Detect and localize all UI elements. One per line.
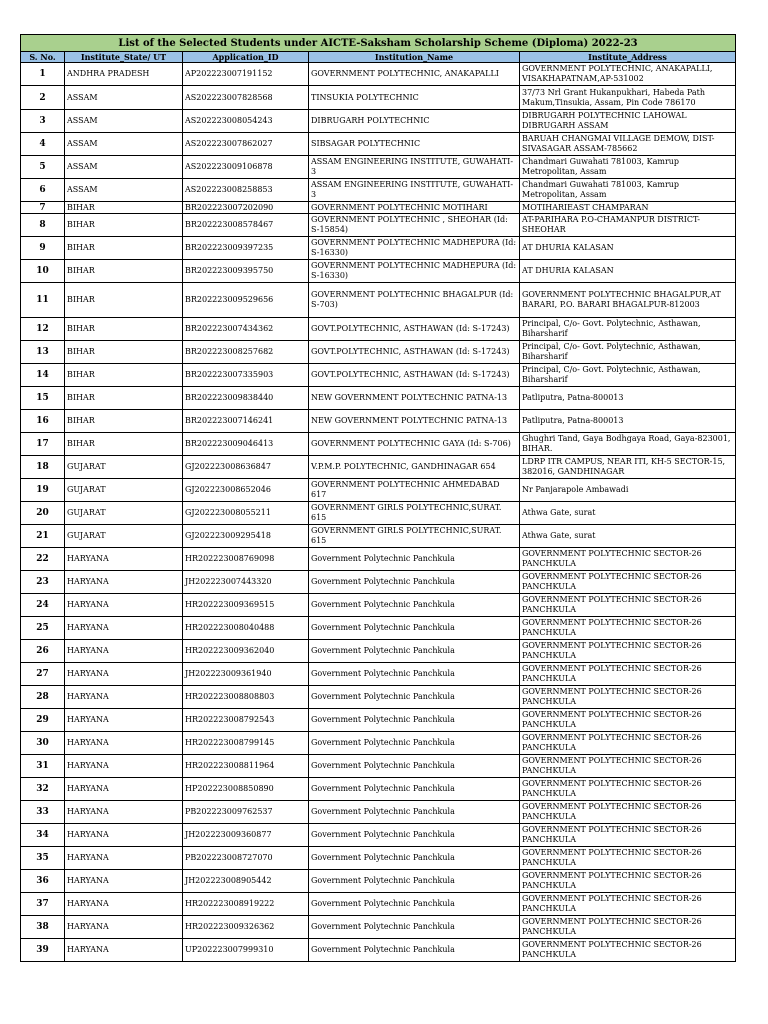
cell-sno: 10	[21, 260, 65, 283]
cell-institution-name: GOVERNMENT POLYTECHNIC MADHEPURA (Id: S-16330)	[309, 237, 520, 260]
cell-state: BIHAR	[65, 202, 183, 214]
cell-institute-address: GOVERNMENT POLYTECHNIC SECTOR-26 PANCHKULA	[520, 939, 736, 962]
cell-institution-name: Government Polytechnic Panchkula	[309, 893, 520, 916]
table-row	[21, 364, 736, 387]
cell-application-id: BR202223007146241	[183, 410, 309, 433]
cell-institute-address: GOVERNMENT POLYTECHNIC BHAGALPUR,AT BARARI, P.O. BARARI BHAGALPUR-812003	[520, 283, 736, 318]
cell-institute-address: Principal, C/o- Govt. Polytechnic, Asthawan, Biharsharif	[520, 341, 736, 364]
cell-sno: 6	[21, 179, 65, 202]
cell-sno: 38	[21, 916, 65, 939]
cell-application-id: BR202223009529656	[183, 283, 309, 318]
cell-application-id: PB202223009762537	[183, 801, 309, 824]
cell-application-id: HR202223009369515	[183, 594, 309, 617]
cell-institution-name: GOVERNMENT POLYTECHNIC, ANAKAPALLI	[309, 63, 520, 86]
cell-institute-address: GOVERNMENT POLYTECHNIC SECTOR-26 PANCHKULA	[520, 548, 736, 571]
cell-state: HARYANA	[65, 755, 183, 778]
table-title: List of the Selected Students under AICTE-Saksham Scholarship Scheme (Diploma) 2022-23	[21, 35, 736, 52]
cell-application-id: HP202223008850890	[183, 778, 309, 801]
cell-institute-address: Patliputra, Patna-800013	[520, 387, 736, 410]
cell-application-id: JH202223007443320	[183, 571, 309, 594]
column-header-institute-address: Institute_Address	[520, 52, 736, 63]
cell-state: BIHAR	[65, 318, 183, 341]
table-row	[21, 870, 736, 893]
cell-institute-address: DIBRUGARH POLYTECHNIC LAHOWAL DIBRUGARH ASSAM	[520, 110, 736, 133]
table-row	[21, 525, 736, 548]
cell-sno: 18	[21, 456, 65, 479]
cell-institute-address: Ghughri Tand, Gaya Bodhgaya Road, Gaya-823001, BIHAR.	[520, 433, 736, 456]
cell-state: HARYANA	[65, 594, 183, 617]
cell-state: HARYANA	[65, 571, 183, 594]
cell-institute-address: GOVERNMENT POLYTECHNIC SECTOR-26 PANCHKULA	[520, 732, 736, 755]
cell-state: HARYANA	[65, 847, 183, 870]
cell-institute-address: GOVERNMENT POLYTECHNIC SECTOR-26 PANCHKULA	[520, 709, 736, 732]
table-row	[21, 571, 736, 594]
cell-application-id: BR202223007434362	[183, 318, 309, 341]
cell-institution-name: Government Polytechnic Panchkula	[309, 847, 520, 870]
cell-state: HARYANA	[65, 640, 183, 663]
cell-sno: 2	[21, 86, 65, 110]
cell-institute-address: AT DHURIA KALASAN	[520, 237, 736, 260]
cell-institute-address: MOTIHARIEAST CHAMPARAN	[520, 202, 736, 214]
cell-application-id: JH202223009361940	[183, 663, 309, 686]
cell-sno: 12	[21, 318, 65, 341]
cell-sno: 7	[21, 202, 65, 214]
table-row	[21, 824, 736, 847]
cell-institute-address: GOVERNMENT POLYTECHNIC SECTOR-26 PANCHKULA	[520, 571, 736, 594]
cell-sno: 30	[21, 732, 65, 755]
cell-state: GUJARAT	[65, 502, 183, 525]
cell-sno: 20	[21, 502, 65, 525]
cell-application-id: HR202223008792543	[183, 709, 309, 732]
cell-institute-address: GOVERNMENT POLYTECHNIC SECTOR-26 PANCHKULA	[520, 824, 736, 847]
cell-sno: 16	[21, 410, 65, 433]
cell-sno: 35	[21, 847, 65, 870]
cell-application-id: AS202223008258853	[183, 179, 309, 202]
cell-application-id: AS202223008054243	[183, 110, 309, 133]
cell-application-id: HR202223009362040	[183, 640, 309, 663]
cell-institute-address: GOVERNMENT POLYTECHNIC SECTOR-26 PANCHKULA	[520, 594, 736, 617]
cell-institution-name: Government Polytechnic Panchkula	[309, 617, 520, 640]
cell-sno: 34	[21, 824, 65, 847]
column-header-application-id: Application_ID	[183, 52, 309, 63]
cell-sno: 29	[21, 709, 65, 732]
cell-institute-address: GOVERNMENT POLYTECHNIC SECTOR-26 PANCHKULA	[520, 870, 736, 893]
cell-state: GUJARAT	[65, 525, 183, 548]
cell-institute-address: GOVERNMENT POLYTECHNIC SECTOR-26 PANCHKULA	[520, 893, 736, 916]
table-row	[21, 133, 736, 156]
cell-application-id: GJ202223008652046	[183, 479, 309, 502]
cell-institution-name: V.P.M.P. POLYTECHNIC, GANDHINAGAR 654	[309, 456, 520, 479]
table-row	[21, 179, 736, 202]
cell-institution-name: GOVERNMENT POLYTECHNIC , SHEOHAR (Id: S-15854)	[309, 214, 520, 237]
table-row	[21, 237, 736, 260]
cell-application-id: BR202223009838440	[183, 387, 309, 410]
table-row	[21, 410, 736, 433]
cell-institute-address: Principal, C/o- Govt. Polytechnic, Asthawan, Biharsharif	[520, 364, 736, 387]
scholarship-table	[20, 34, 736, 962]
cell-institute-address: GOVERNMENT POLYTECHNIC, ANAKAPALLI, VISAKHAPATNAM,AP-531002	[520, 63, 736, 86]
cell-institute-address: Athwa Gate, surat	[520, 525, 736, 548]
cell-application-id: HR202223008040488	[183, 617, 309, 640]
table-row	[21, 916, 736, 939]
cell-state: BIHAR	[65, 260, 183, 283]
cell-sno: 25	[21, 617, 65, 640]
title-row	[21, 35, 736, 52]
table-row	[21, 939, 736, 962]
cell-institution-name: Government Polytechnic Panchkula	[309, 732, 520, 755]
cell-sno: 33	[21, 801, 65, 824]
cell-application-id: AS202223009106878	[183, 156, 309, 179]
cell-institution-name: NEW GOVERNMENT POLYTECHNIC PATNA-13	[309, 387, 520, 410]
cell-sno: 8	[21, 214, 65, 237]
cell-application-id: BR202223008257682	[183, 341, 309, 364]
cell-state: ASSAM	[65, 156, 183, 179]
cell-institute-address: Patliputra, Patna-800013	[520, 410, 736, 433]
cell-state: HARYANA	[65, 732, 183, 755]
cell-state: HARYANA	[65, 663, 183, 686]
cell-state: ASSAM	[65, 86, 183, 110]
table-row	[21, 456, 736, 479]
cell-state: HARYANA	[65, 870, 183, 893]
column-header-state: Institute_State/ UT	[65, 52, 183, 63]
cell-sno: 17	[21, 433, 65, 456]
cell-sno: 4	[21, 133, 65, 156]
cell-institute-address: GOVERNMENT POLYTECHNIC SECTOR-26 PANCHKULA	[520, 778, 736, 801]
header-row	[21, 52, 736, 63]
cell-application-id: BR202223009397235	[183, 237, 309, 260]
cell-state: HARYANA	[65, 709, 183, 732]
cell-institution-name: Government Polytechnic Panchkula	[309, 686, 520, 709]
cell-institution-name: GOVT.POLYTECHNIC, ASTHAWAN (Id: S-17243)	[309, 341, 520, 364]
table-row	[21, 755, 736, 778]
table-row	[21, 847, 736, 870]
table-row	[21, 86, 736, 110]
cell-state: ASSAM	[65, 179, 183, 202]
cell-institution-name: GOVERNMENT GIRLS POLYTECHNIC,SURAT. 615	[309, 525, 520, 548]
cell-sno: 23	[21, 571, 65, 594]
column-header-sno: S. No.	[21, 52, 65, 63]
cell-institute-address: Athwa Gate, surat	[520, 502, 736, 525]
cell-state: HARYANA	[65, 801, 183, 824]
cell-institution-name: GOVT.POLYTECHNIC, ASTHAWAN (Id: S-17243)	[309, 364, 520, 387]
cell-institution-name: GOVERNMENT POLYTECHNIC GAYA (Id: S-706)	[309, 433, 520, 456]
cell-sno: 9	[21, 237, 65, 260]
cell-institute-address: GOVERNMENT POLYTECHNIC SECTOR-26 PANCHKULA	[520, 916, 736, 939]
cell-sno: 31	[21, 755, 65, 778]
cell-sno: 26	[21, 640, 65, 663]
cell-state: HARYANA	[65, 548, 183, 571]
cell-institution-name: Government Polytechnic Panchkula	[309, 824, 520, 847]
cell-application-id: GJ202223008636847	[183, 456, 309, 479]
cell-institution-name: Government Polytechnic Panchkula	[309, 640, 520, 663]
cell-sno: 1	[21, 63, 65, 86]
cell-state: BIHAR	[65, 283, 183, 318]
cell-application-id: BR202223007202090	[183, 202, 309, 214]
table-row	[21, 686, 736, 709]
cell-application-id: HR202223008808803	[183, 686, 309, 709]
cell-institute-address: AT-PARIHARA P.O-CHAMANPUR DISTRICT-SHEOHAR	[520, 214, 736, 237]
cell-sno: 36	[21, 870, 65, 893]
cell-institute-address: AT DHURIA KALASAN	[520, 260, 736, 283]
cell-institution-name: Government Polytechnic Panchkula	[309, 801, 520, 824]
cell-state: HARYANA	[65, 824, 183, 847]
table-row	[21, 318, 736, 341]
cell-sno: 24	[21, 594, 65, 617]
cell-application-id: GJ202223009295418	[183, 525, 309, 548]
cell-institution-name: Government Polytechnic Panchkula	[309, 916, 520, 939]
cell-institution-name: Government Polytechnic Panchkula	[309, 709, 520, 732]
cell-application-id: GJ202223008055211	[183, 502, 309, 525]
cell-state: GUJARAT	[65, 456, 183, 479]
cell-application-id: HR202223008769098	[183, 548, 309, 571]
cell-application-id: BR202223008578467	[183, 214, 309, 237]
table-row	[21, 341, 736, 364]
cell-institution-name: Government Polytechnic Panchkula	[309, 663, 520, 686]
table-row	[21, 594, 736, 617]
cell-application-id: AS202223007828568	[183, 86, 309, 110]
cell-application-id: JH202223009360877	[183, 824, 309, 847]
table-row	[21, 260, 736, 283]
cell-institute-address: Chandmari Guwahati 781003, Kamrup Metropolitan, Assam	[520, 156, 736, 179]
cell-institute-address: GOVERNMENT POLYTECHNIC SECTOR-26 PANCHKULA	[520, 847, 736, 870]
table-row	[21, 63, 736, 86]
cell-application-id: PB202223008727070	[183, 847, 309, 870]
table-row	[21, 778, 736, 801]
cell-state: ANDHRA PRADESH	[65, 63, 183, 86]
cell-institution-name: Government Polytechnic Panchkula	[309, 755, 520, 778]
table-row	[21, 640, 736, 663]
table-row	[21, 663, 736, 686]
cell-institute-address: GOVERNMENT POLYTECHNIC SECTOR-26 PANCHKULA	[520, 663, 736, 686]
cell-institution-name: Government Polytechnic Panchkula	[309, 571, 520, 594]
cell-institution-name: TINSUKIA POLYTECHNIC	[309, 86, 520, 110]
cell-sno: 22	[21, 548, 65, 571]
cell-sno: 39	[21, 939, 65, 962]
cell-state: BIHAR	[65, 341, 183, 364]
cell-institute-address: GOVERNMENT POLYTECHNIC SECTOR-26 PANCHKULA	[520, 686, 736, 709]
cell-sno: 19	[21, 479, 65, 502]
cell-application-id: BR202223009395750	[183, 260, 309, 283]
cell-application-id: UP202223007999310	[183, 939, 309, 962]
cell-application-id: AS202223007862027	[183, 133, 309, 156]
cell-institution-name: GOVERNMENT POLYTECHNIC MADHEPURA (Id: S-16330)	[309, 260, 520, 283]
cell-application-id: BR202223009046413	[183, 433, 309, 456]
cell-institute-address: Chandmari Guwahati 781003, Kamrup Metropolitan, Assam	[520, 179, 736, 202]
cell-institute-address: LDRP ITR CAMPUS, NEAR ITI, KH-5 SECTOR-15, 382016, GANDHINAGAR	[520, 456, 736, 479]
cell-institute-address: GOVERNMENT POLYTECHNIC SECTOR-26 PANCHKULA	[520, 617, 736, 640]
cell-sno: 37	[21, 893, 65, 916]
cell-institution-name: Government Polytechnic Panchkula	[309, 548, 520, 571]
table-row	[21, 214, 736, 237]
cell-application-id: HR202223009326362	[183, 916, 309, 939]
column-header-institution-name: Institution_Name	[309, 52, 520, 63]
cell-sno: 11	[21, 283, 65, 318]
cell-institution-name: Government Polytechnic Panchkula	[309, 594, 520, 617]
cell-state: ASSAM	[65, 110, 183, 133]
cell-application-id: JH202223008905442	[183, 870, 309, 893]
cell-institution-name: ASSAM ENGINEERING INSTITUTE, GUWAHATI-3	[309, 156, 520, 179]
cell-institution-name: Government Polytechnic Panchkula	[309, 778, 520, 801]
cell-institute-address: Principal, C/o- Govt. Polytechnic, Asthawan, Biharsharif	[520, 318, 736, 341]
cell-institute-address: GOVERNMENT POLYTECHNIC SECTOR-26 PANCHKULA	[520, 755, 736, 778]
cell-state: BIHAR	[65, 387, 183, 410]
cell-institution-name: GOVERNMENT POLYTECHNIC AHMEDABAD 617	[309, 479, 520, 502]
cell-application-id: BR202223007335903	[183, 364, 309, 387]
cell-institute-address: GOVERNMENT POLYTECHNIC SECTOR-26 PANCHKULA	[520, 801, 736, 824]
cell-institute-address: 37/73 Nrl Grant Hukanpukhari, Habeda Path Makum,Tinsukia, Assam, Pin Code 786170	[520, 86, 736, 110]
cell-application-id: AP202223007191152	[183, 63, 309, 86]
cell-institution-name: GOVERNMENT GIRLS POLYTECHNIC,SURAT. 615	[309, 502, 520, 525]
table-row	[21, 502, 736, 525]
cell-institution-name: NEW GOVERNMENT POLYTECHNIC PATNA-13	[309, 410, 520, 433]
cell-state: HARYANA	[65, 939, 183, 962]
cell-sno: 3	[21, 110, 65, 133]
cell-state: HARYANA	[65, 617, 183, 640]
cell-state: ASSAM	[65, 133, 183, 156]
cell-state: BIHAR	[65, 433, 183, 456]
cell-state: HARYANA	[65, 778, 183, 801]
cell-state: GUJARAT	[65, 479, 183, 502]
cell-state: BIHAR	[65, 410, 183, 433]
table-row	[21, 548, 736, 571]
table-row	[21, 801, 736, 824]
cell-institution-name: Government Polytechnic Panchkula	[309, 939, 520, 962]
table-row	[21, 479, 736, 502]
cell-sno: 13	[21, 341, 65, 364]
cell-state: HARYANA	[65, 686, 183, 709]
cell-sno: 14	[21, 364, 65, 387]
cell-state: BIHAR	[65, 237, 183, 260]
cell-institute-address: GOVERNMENT POLYTECHNIC SECTOR-26 PANCHKULA	[520, 640, 736, 663]
table-row	[21, 433, 736, 456]
table-row	[21, 893, 736, 916]
table-row	[21, 156, 736, 179]
cell-sno: 5	[21, 156, 65, 179]
cell-institute-address: Nr Panjarapole Ambawadi	[520, 479, 736, 502]
cell-institution-name: Government Polytechnic Panchkula	[309, 870, 520, 893]
table-row	[21, 202, 736, 214]
cell-institute-address: BARUAH CHANGMAI VILLAGE DEMOW, DIST-SIVASAGAR ASSAM-785662	[520, 133, 736, 156]
cell-sno: 32	[21, 778, 65, 801]
table-row	[21, 110, 736, 133]
table-row	[21, 617, 736, 640]
cell-application-id: HR202223008799145	[183, 732, 309, 755]
cell-sno: 15	[21, 387, 65, 410]
cell-sno: 28	[21, 686, 65, 709]
cell-state: BIHAR	[65, 364, 183, 387]
cell-sno: 27	[21, 663, 65, 686]
cell-application-id: HR202223008919222	[183, 893, 309, 916]
cell-institution-name: DIBRUGARH POLYTECHNIC	[309, 110, 520, 133]
cell-institution-name: SIBSAGAR POLYTECHNIC	[309, 133, 520, 156]
cell-institution-name: GOVERNMENT POLYTECHNIC BHAGALPUR (Id: S-703)	[309, 283, 520, 318]
cell-institution-name: GOVERNMENT POLYTECHNIC MOTIHARI	[309, 202, 520, 214]
cell-institution-name: GOVT.POLYTECHNIC, ASTHAWAN (Id: S-17243)	[309, 318, 520, 341]
cell-state: HARYANA	[65, 916, 183, 939]
cell-institution-name: ASSAM ENGINEERING INSTITUTE, GUWAHATI-3	[309, 179, 520, 202]
cell-application-id: HR202223008811964	[183, 755, 309, 778]
table-row	[21, 387, 736, 410]
cell-state: BIHAR	[65, 214, 183, 237]
cell-sno: 21	[21, 525, 65, 548]
table-row	[21, 709, 736, 732]
table-row	[21, 283, 736, 318]
table-row	[21, 732, 736, 755]
cell-state: HARYANA	[65, 893, 183, 916]
